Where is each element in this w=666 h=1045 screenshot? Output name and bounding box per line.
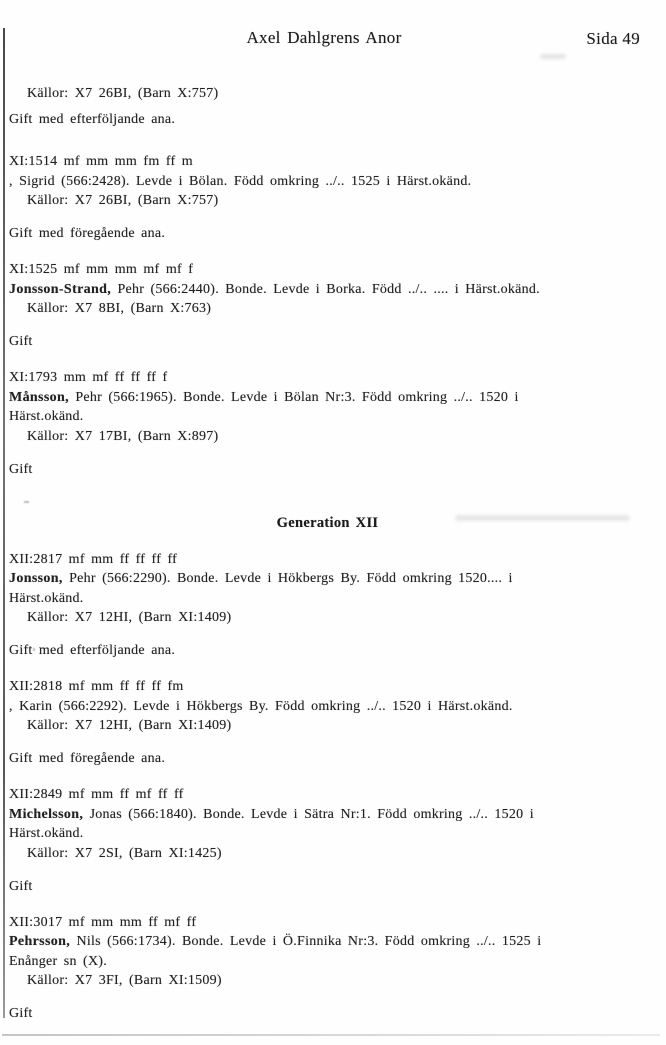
text-line: , Karin (566:2292). Levde i Hökbergs By. Född omkring ../.. 1520 i Härst.okänd. — [9, 698, 513, 714]
ancestor-entry — [9, 785, 646, 863]
source-line: Källor: X7 26BI, (Barn X:757) — [27, 86, 219, 101]
surname-bold: Michelsson, — [9, 806, 84, 822]
source-line: Källor: X7 8BI, (Barn X:763) — [27, 301, 212, 316]
text-line: Gift med föregående ana. — [9, 751, 166, 766]
scan-smudge — [540, 54, 566, 59]
text-line: Gift — [9, 334, 33, 349]
entry-id-line: XII:3017 mf mm mm ff mf ff — [9, 914, 197, 930]
paragraph — [9, 749, 646, 769]
text-line: Härst.okänd. — [9, 590, 84, 606]
ancestor-entry — [9, 677, 646, 736]
text-line: Gift — [9, 461, 33, 477]
ancestor-entry — [9, 913, 646, 991]
ancestor-entry — [9, 550, 646, 628]
text-line: Gift med föregående ana. — [9, 226, 166, 241]
source-line: Källor: X7 3FI, (Barn XI:1509) — [27, 973, 222, 988]
document-body — [9, 84, 646, 1024]
source-line: Källor: X7 26BI, (Barn X:757) — [27, 193, 219, 208]
source-line: Källor: X7 17BI, (Barn X:897) — [27, 428, 219, 444]
entry-id-line: XI:1793 mm mf ff ff ff f — [9, 370, 168, 385]
entry-id-line: XI:1514 mf mm mm fm ff m — [9, 154, 193, 169]
text-line: Gift — [9, 878, 33, 894]
paragraph — [9, 460, 646, 480]
paragraph — [9, 641, 646, 661]
entry-id-line: XII:2818 mf mm ff ff ff fm — [9, 679, 184, 694]
paragraph — [9, 110, 646, 130]
page-number: Sida 49 — [586, 29, 640, 48]
entry-id-line: XI:1525 mf mm mm mf mf f — [9, 262, 194, 277]
text-line: , Sigrid (566:2428). Levde i Bölan. Född omkring ../.. 1525 i Härst.okänd. — [9, 173, 472, 189]
document-title: Axel Dahlgrens Anor — [246, 28, 402, 47]
text-line: Härst.okänd. — [9, 409, 84, 424]
paragraph — [9, 877, 646, 897]
source-line: Källor: X7 2SI, (Barn XI:1425) — [27, 845, 222, 861]
entry-id-line: XII:2817 mf mm ff ff ff ff — [9, 551, 178, 567]
text-line: Härst.okänd. — [9, 826, 84, 841]
source-line: Källor: X7 12HI, (Barn XI:1409) — [27, 718, 232, 733]
ancestor-entry — [9, 260, 646, 319]
paragraph — [9, 84, 646, 104]
text-line: Gift med efterföljande ana. — [9, 643, 176, 658]
text-line: Michelsson, Jonas (566:1840). Bonde. Levde i Sätra Nr:1. Född omkring ../.. 1520 i — [9, 806, 534, 822]
ancestor-entry — [9, 368, 646, 446]
text-line: Gift — [9, 1006, 33, 1021]
scan-edge-bottom-line — [2, 1034, 660, 1036]
paragraph — [9, 332, 646, 352]
ancestor-entry — [9, 152, 646, 211]
surname-bold: Jonsson-Strand, — [9, 281, 112, 297]
text-line: Jonsson, Pehr (566:2290). Bonde. Levde i Hökbergs By. Född omkring 1520.... i — [9, 571, 513, 586]
surname-bold: Månsson, — [9, 389, 69, 405]
text-line: Pehrsson, Nils (566:1734). Bonde. Levde i Ö.Finnika Nr:3. Född omkring ../.. 1525 i — [9, 934, 542, 949]
source-line: Källor: X7 12HI, (Barn XI:1409) — [27, 610, 232, 625]
entry-id-line: XII:2849 mf mm ff mf ff ff — [9, 787, 184, 802]
scan-edge-left-line — [3, 28, 5, 1018]
text-line: Gift med efterföljande ana. — [9, 111, 176, 127]
surname-bold: Jonsson, — [9, 571, 63, 586]
paragraph — [9, 1004, 646, 1024]
paragraph — [9, 224, 646, 244]
surname-bold: Pehrsson, — [9, 934, 71, 949]
text-line: Månsson, Pehr (566:1965). Bonde. Levde i Bölan Nr:3. Född omkring ../.. 1520 i — [9, 389, 519, 405]
text-line: Enånger sn (X). — [9, 953, 107, 969]
text-line: Jonsson-Strand, Pehr (566:2440). Bonde. Levde i Borka. Född ../.. .... i Härst.okänd. — [9, 281, 540, 297]
generation-heading: Generation XII — [276, 514, 379, 531]
